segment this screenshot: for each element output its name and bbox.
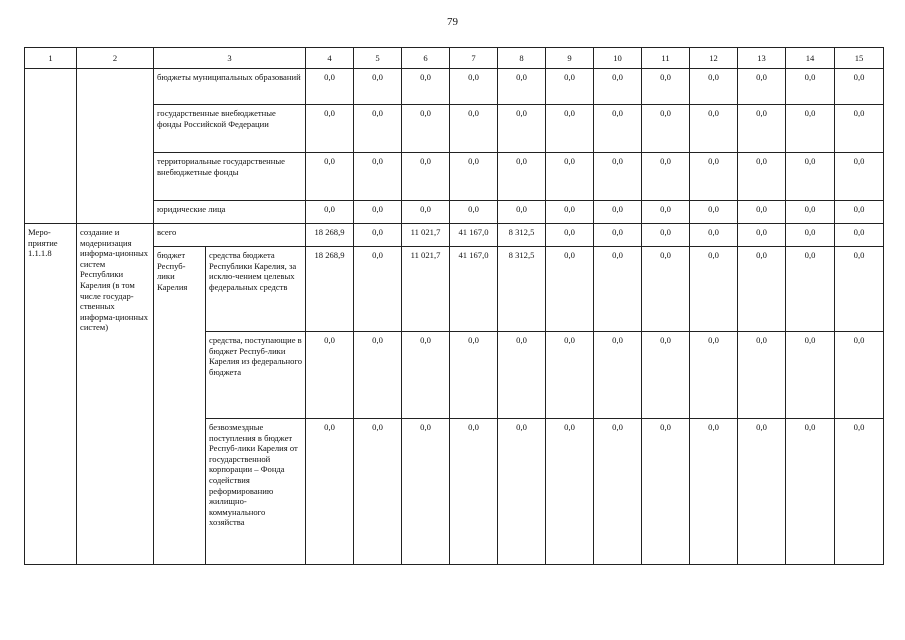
header-cell: 1	[25, 48, 77, 69]
value-cell: 11 021,7	[402, 247, 450, 332]
value-cell: 0,0	[498, 153, 546, 201]
value-cell: 0,0	[306, 419, 354, 565]
value-cell: 0,0	[642, 69, 690, 105]
value-cell: 0,0	[546, 332, 594, 419]
value-cell: 0,0	[690, 201, 738, 224]
empty-name-cell	[77, 69, 154, 224]
value-cell: 0,0	[835, 153, 884, 201]
value-cell: 0,0	[642, 153, 690, 201]
value-cell: 41 167,0	[450, 247, 498, 332]
value-cell: 0,0	[306, 153, 354, 201]
value-cell: 0,0	[642, 224, 690, 247]
value-cell: 41 167,0	[450, 224, 498, 247]
value-cell: 0,0	[690, 419, 738, 565]
value-cell: 0,0	[690, 105, 738, 153]
measure-code: Меро-приятие 1.1.1.8	[25, 224, 77, 565]
value-cell: 0,0	[594, 69, 642, 105]
value-cell: 0,0	[354, 153, 402, 201]
value-cell: 0,0	[450, 153, 498, 201]
value-cell: 0,0	[498, 419, 546, 565]
value-cell: 0,0	[498, 105, 546, 153]
value-cell: 0,0	[354, 105, 402, 153]
header-cell: 11	[642, 48, 690, 69]
value-cell: 0,0	[835, 247, 884, 332]
value-cell: 0,0	[306, 69, 354, 105]
source-label: средства бюджета Республики Карелия, за исклю-чением целевых федеральных средств	[206, 247, 306, 332]
header-cell: 4	[306, 48, 354, 69]
value-cell: 0,0	[498, 201, 546, 224]
header-cell: 13	[738, 48, 786, 69]
value-cell: 0,0	[738, 332, 786, 419]
source-label: средства, поступающие в бюджет Респуб-лики Карелия из федерального бюджета	[206, 332, 306, 419]
budget-label: бюджет Респуб-лики Карелия	[154, 247, 206, 565]
measure-name: создание и модернизация информа-ционных систем Республики Карелия (в том числе государ-ственных информа-ционных систем)	[77, 224, 154, 565]
source-label: государственные внебюджетные фонды Российской Федерации	[154, 105, 306, 153]
value-cell: 0,0	[450, 419, 498, 565]
value-cell: 8 312,5	[498, 224, 546, 247]
value-cell: 0,0	[546, 105, 594, 153]
value-cell: 0,0	[594, 247, 642, 332]
source-label: всего	[154, 224, 306, 247]
value-cell: 8 312,5	[498, 247, 546, 332]
value-cell: 0,0	[642, 105, 690, 153]
header-cell: 10	[594, 48, 642, 69]
value-cell: 0,0	[786, 224, 835, 247]
value-cell: 0,0	[786, 419, 835, 565]
value-cell: 0,0	[450, 105, 498, 153]
budget-table	[24, 47, 884, 565]
value-cell: 0,0	[354, 247, 402, 332]
header-cell: 6	[402, 48, 450, 69]
source-label: юридические лица	[154, 201, 306, 224]
value-cell: 0,0	[690, 153, 738, 201]
value-cell: 0,0	[690, 332, 738, 419]
value-cell: 0,0	[835, 332, 884, 419]
table-row	[25, 153, 884, 201]
value-cell: 0,0	[594, 201, 642, 224]
value-cell: 0,0	[498, 69, 546, 105]
value-cell: 0,0	[450, 201, 498, 224]
value-cell: 0,0	[546, 247, 594, 332]
value-cell: 0,0	[594, 224, 642, 247]
value-cell: 0,0	[546, 153, 594, 201]
value-cell: 0,0	[738, 224, 786, 247]
value-cell: 0,0	[498, 332, 546, 419]
value-cell: 0,0	[354, 69, 402, 105]
value-cell: 11 021,7	[402, 224, 450, 247]
value-cell: 0,0	[786, 153, 835, 201]
value-cell: 0,0	[835, 201, 884, 224]
page-number: 79	[447, 16, 458, 28]
header-cell: 5	[354, 48, 402, 69]
header-cell: 15	[835, 48, 884, 69]
value-cell: 0,0	[786, 69, 835, 105]
value-cell: 0,0	[786, 332, 835, 419]
value-cell: 0,0	[835, 224, 884, 247]
value-cell: 0,0	[835, 419, 884, 565]
value-cell: 0,0	[594, 105, 642, 153]
value-cell: 0,0	[354, 201, 402, 224]
value-cell: 0,0	[690, 224, 738, 247]
value-cell: 0,0	[738, 69, 786, 105]
value-cell: 0,0	[594, 153, 642, 201]
value-cell: 0,0	[402, 201, 450, 224]
value-cell: 0,0	[354, 419, 402, 565]
value-cell: 0,0	[306, 332, 354, 419]
header-cell: 9	[546, 48, 594, 69]
value-cell: 0,0	[402, 153, 450, 201]
value-cell: 0,0	[402, 419, 450, 565]
value-cell: 0,0	[306, 201, 354, 224]
value-cell: 0,0	[738, 201, 786, 224]
value-cell: 0,0	[354, 332, 402, 419]
value-cell: 0,0	[786, 201, 835, 224]
value-cell: 0,0	[306, 105, 354, 153]
header-cell: 12	[690, 48, 738, 69]
header-cell: 14	[786, 48, 835, 69]
value-cell: 18 268,9	[306, 247, 354, 332]
table-row	[25, 224, 884, 247]
value-cell: 0,0	[786, 105, 835, 153]
value-cell: 0,0	[594, 419, 642, 565]
value-cell: 0,0	[642, 419, 690, 565]
empty-code-cell	[25, 69, 77, 224]
value-cell: 0,0	[402, 69, 450, 105]
value-cell: 18 268,9	[306, 224, 354, 247]
value-cell: 0,0	[402, 332, 450, 419]
value-cell: 0,0	[738, 247, 786, 332]
header-cell: 3	[154, 48, 306, 69]
value-cell: 0,0	[786, 247, 835, 332]
value-cell: 0,0	[450, 332, 498, 419]
table-row	[25, 105, 884, 153]
table-row	[25, 69, 884, 105]
source-label: территориальные государственные внебюджетные фонды	[154, 153, 306, 201]
value-cell: 0,0	[354, 224, 402, 247]
value-cell: 0,0	[835, 69, 884, 105]
value-cell: 0,0	[738, 419, 786, 565]
value-cell: 0,0	[450, 69, 498, 105]
value-cell: 0,0	[546, 201, 594, 224]
header-cell: 2	[77, 48, 154, 69]
value-cell: 0,0	[642, 332, 690, 419]
value-cell: 0,0	[835, 105, 884, 153]
value-cell: 0,0	[546, 419, 594, 565]
header-cell: 7	[450, 48, 498, 69]
source-label: бюджеты муниципальных образований	[154, 69, 306, 105]
value-cell: 0,0	[594, 332, 642, 419]
value-cell: 0,0	[642, 247, 690, 332]
value-cell: 0,0	[546, 224, 594, 247]
value-cell: 0,0	[546, 69, 594, 105]
value-cell: 0,0	[402, 105, 450, 153]
value-cell: 0,0	[690, 69, 738, 105]
value-cell: 0,0	[738, 153, 786, 201]
header-row	[25, 48, 884, 69]
header-cell: 8	[498, 48, 546, 69]
value-cell: 0,0	[738, 105, 786, 153]
table-row	[25, 201, 884, 224]
table-row	[25, 247, 884, 332]
value-cell: 0,0	[642, 201, 690, 224]
value-cell: 0,0	[690, 247, 738, 332]
source-label: безвозмездные поступления в бюджет Респуб-лики Карелия от государственной корпорации – Фонда содействия реформированию жилищно-коммунального хозяйства	[206, 419, 306, 565]
